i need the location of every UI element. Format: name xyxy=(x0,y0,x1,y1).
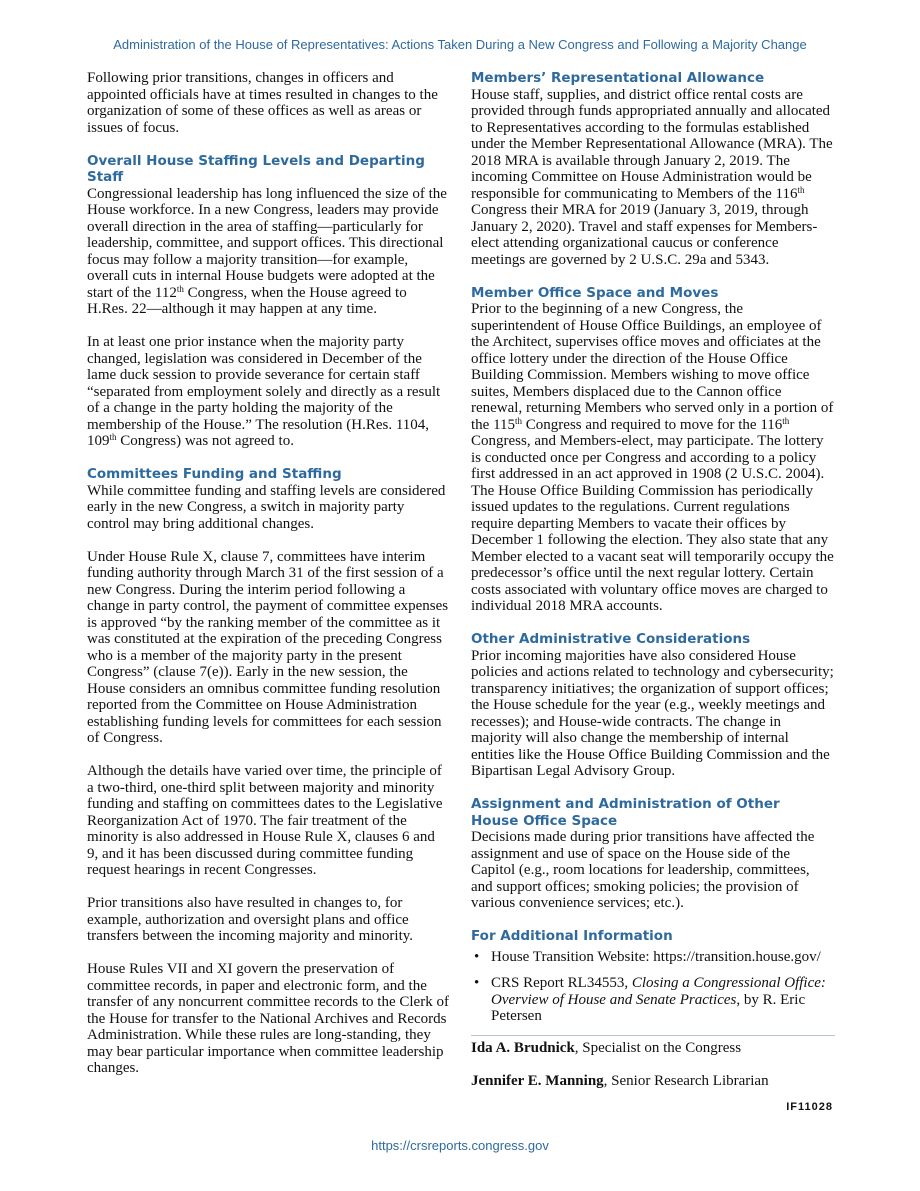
committees-paragraph-2: Under House Rule X, clause 7, committees have interim funding authority through March 31 of the first session of a new Congress. During the interim period following a change in party control, the payment of committee expenses is approved “by the ranking member of the committee as it was constituted at the expiration of the preceding Congress who is a member of the majority party in the present Congress” (clause 7(e)). Early in the new session, the House considers an omnibus committee funding resolution reported from the Committee on House Administration establishing funding levels for committees for each session of Congress. xyxy=(87,548,449,746)
left-column xyxy=(87,70,449,1077)
mra-paragraph: House staff, supplies, and district office rental costs are provided through funds appropriated annually and allocated to Representatives according to the formulas established under the Member Representational Allowance (MRA). The 2018 MRA is available through January 2, 2019. The incoming Committee on House Administration would be responsible for communicating to Members of the 116th Congress their MRA for 2019 (January 3, 2019, through January 2, 2020). Travel and staff expenses for Members-elect attending organizational caucus or conference meetings are governed by 2 U.S.C. 29a and 5343. xyxy=(471,86,833,268)
other-considerations-heading: Other Administrative Considerations xyxy=(471,631,751,647)
committees-paragraph-3: Although the details have varied over time, the principle of a two-third, one-third split between majority and minority funding and staffing on committees dates to the Legislative Reorganization Act of 1970. The fair treatment of the minority is also addressed in House Rule X, clauses 6 and 9, and it has been discussed during committee funding request hearings in recent Congresses. xyxy=(87,763,443,878)
assignment-paragraph: Decisions made during prior transitions have affected the assignment and use of space on the House side of the Capitol (e.g., room locations for leadership, committees, and support offices; smoking policies; the provision of various convenience services; etc.). xyxy=(471,829,815,911)
bullet-icon: • xyxy=(474,975,480,991)
list-item: • CRS Report RL34553, Closing a Congressional Office: Overview of House and Senate Practices, by R. Eric Petersen xyxy=(474,975,826,1024)
transition-website-link[interactable]: House Transition Website: https://transition.house.gov/ xyxy=(491,948,821,965)
page-header: Administration of the House of Representatives: Actions Taken During a New Congress and Following a Majority Change xyxy=(113,37,807,52)
office-space-paragraph: Prior to the beginning of a new Congress, the superintendent of House Office Buildings, an employee of the Architect, supervises office moves and officiates at the office lottery under the direction of the House Office Building Commission. Members wishing to move office suites, Members displaced due to the Cannon office renewal, returning Members who served only in a portion of the 115th Congress and required to move for the 116th Congress, and Members-elect, may participate. The lottery is conducted once per Congress and according to a policy first addressed in an act approved in 1908 (2 U.S.C. 2004). The House Office Building Commission has periodically issued updates to the regulations. Current regulations require departing Members to vacate their offices by December 1 following the election. They also state that any Member elected to a vacant seat will temporarily occupy the predecessor’s office until the next regular lottery. Certain costs associated with voluntary office moves are charged to individual 2018 MRA accounts. xyxy=(471,301,834,614)
right-column xyxy=(471,70,835,1106)
assignment-heading: Assignment and Administration of Other House Office Space xyxy=(471,796,780,829)
bullet-icon: • xyxy=(474,948,480,965)
other-considerations-paragraph: Prior incoming majorities have also considered House policies and actions related to technology and cybersecurity; transparency initiatives; the organization of support offices; the House schedule for the year (e.g., weekly meetings and recesses); and House-wide contracts. The change in majority will also change the membership of internal entities like the House Office Building Commission and the Bipartisan Legal Advisory Group. xyxy=(471,647,834,779)
staffing-paragraph-2: In at least one prior instance when the majority party changed, legislation was considered in December of the lame duck session to provide severance for certain staff “separated from employment solely and directly as a result of a change in the party holding the majority of the membership of the House.” The resolution (H.Res. 1104, 109th Congress) was not agreed to. xyxy=(87,334,441,449)
footer-url[interactable]: https://crsreports.congress.gov xyxy=(371,1138,549,1153)
staffing-paragraph-1: Congressional leadership has long influenced the size of the House workforce. In a new Congress, leaders may provide overall direction in the area of staffing—particularly for leadership, committee, and support offices. This directional focus may follow a majority transition—for example, overall cuts in internal House budgets were adopted at the start of the 112th Congress, when the House agreed to H.Res. 22—although it may happen at any time. xyxy=(87,185,447,317)
author-divider xyxy=(471,1035,835,1036)
committees-paragraph-4: Prior transitions also have resulted in changes to, for example, authorization and oversight plans and office transfers between the incoming majority and minority. xyxy=(87,895,414,944)
staffing-heading: Overall House Staffing Levels and Departing Staff xyxy=(87,152,425,185)
office-space-heading: Member Office Space and Moves xyxy=(471,284,719,301)
committees-paragraph-1: While committee funding and staffing levels are considered early in the new Congress, a switch in majority party control may bring additional changes. xyxy=(87,482,446,532)
list-item xyxy=(471,949,835,966)
product-id: IF11028 xyxy=(786,1101,833,1113)
committees-paragraph-5: House Rules VII and XI govern the preservation of committee records, in paper and electronic form, and the transfer of any noncurrent committee records to the Clerk of the House for transfer to the National Archives and Records Administration. While these rules are long-standing, they may bear particular importance when committee leadership changes. xyxy=(87,961,449,1076)
mra-heading: Members’ Representational Allowance xyxy=(471,70,765,86)
author-1: Ida A. Brudnick, Specialist on the Congress xyxy=(471,1039,742,1056)
additional-info-heading: For Additional Information xyxy=(471,928,673,944)
intro-paragraph: Following prior transitions, changes in officers and appointed officials have at times resulted in changes to the organization of some of these offices as well as areas or issues of focus. xyxy=(87,70,438,136)
author-2: Jennifer E. Manning, Senior Research Librarian xyxy=(471,1072,769,1089)
report-title[interactable]: Closing a Congressional Office: Overview of House and Senate Practices xyxy=(491,975,826,1008)
committees-heading: Committees Funding and Staffing xyxy=(87,466,342,482)
additional-info-list xyxy=(471,949,835,1025)
